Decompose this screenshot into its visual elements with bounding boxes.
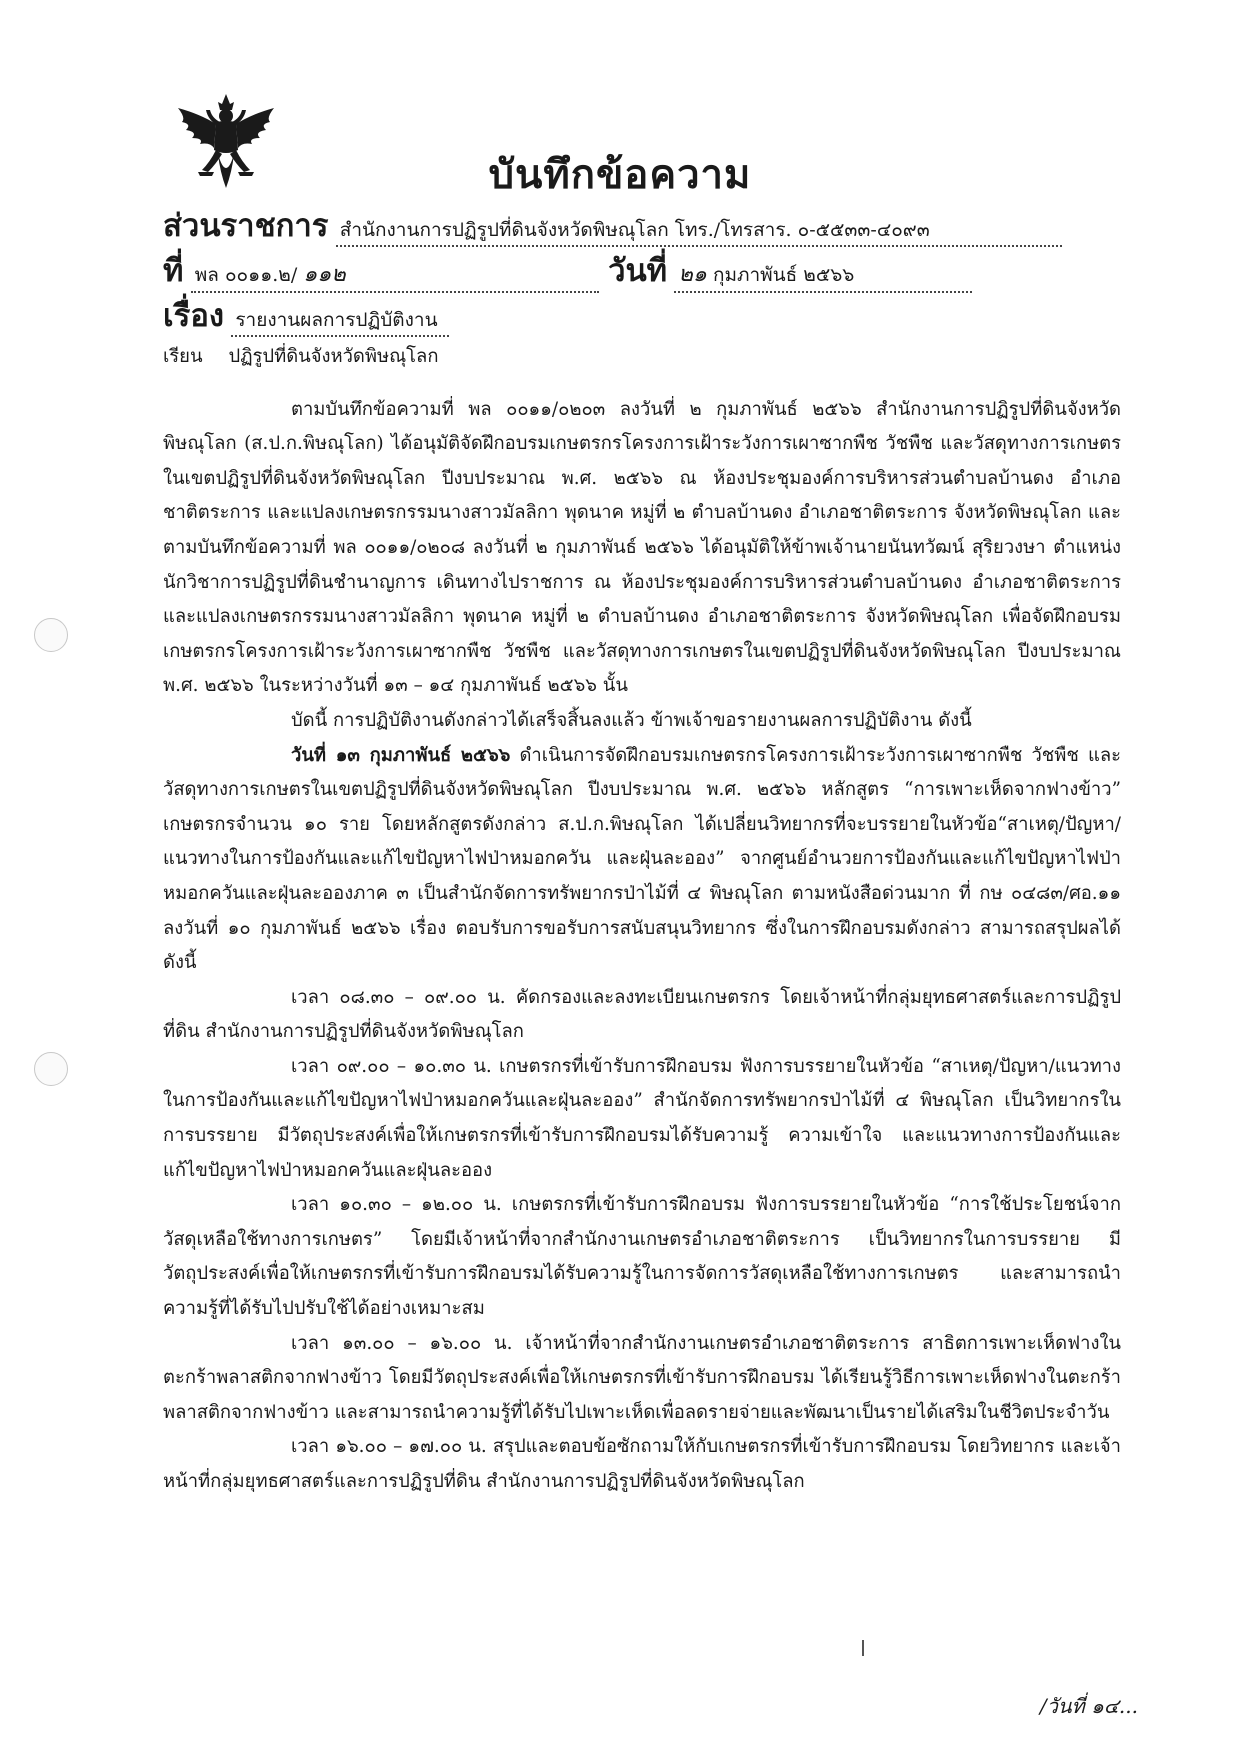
salutation-value: ปฏิรูปที่ดินจังหวัดพิษณุโลก: [228, 346, 439, 367]
subject-row: [163, 290, 449, 340]
continuation-note: /วันที่ ๑๔...: [1039, 1694, 1138, 1718]
subject-value: รายงานผลการปฏิบัติงาน: [231, 305, 449, 337]
salutation: [163, 340, 1121, 375]
date-label: วันที่: [608, 253, 668, 289]
punch-hole: [34, 618, 68, 652]
paragraph-4: เวลา ๐๘.๓๐ – ๐๙.๐๐ น. คัดกรองและลงทะเบียนเกษตรกร โดยเจ้าหน้าที่กลุ่มยุทธศาสตร์และการปฏิรูปที่ดิน สำนักงานการปฏิรูปที่ดินจังหวัดพิษณุโลก: [163, 986, 1121, 1043]
scan-mark: [862, 1640, 864, 1656]
paragraph-6: เวลา ๑๐.๓๐ – ๑๒.๐๐ น. เกษตรกรที่เข้ารับการฝึกอบรม ฟังการบรรยายในหัวข้อ “การใช้ประโยชน์จากวัสดุเหลือใช้ทางการเกษตร” โดยมีเจ้าหน้าที่จากสำนักงานเกษตรอำเภอชาติตระการ เป็นวิทยากรในการบรรยาย มีวัตถุประสงค์เพื่อให้เกษตรกรที่เข้ารับการฝึกอบรมได้รับความรู้ในการจัดการวัสดุเหลือใช้ทางการเกษตร และสามารถนำความรู้ที่ได้รับไปปรับใช้ได้อย่างเหมาะสม: [163, 1194, 1121, 1320]
department-row: [163, 200, 1062, 250]
paragraph-3-text: ดำเนินการจัดฝึกอบรมเกษตรกรโครงการเฝ้าระวังการเผาซากพืช วัชพืช และวัสดุทางการเกษตรในเขตปฏิรูปที่ดินจังหวัดพิษณุโลก ปีงบประมาณ พ.ศ. ๒๕๖๖ หลักสูตร “การเพาะเห็ดจากฟางข้าว” เกษตรกรจำนวน ๑๐ ราย โดยหลักสูตรดังกล่าว ส.ป.ก.พิษณุโลก ได้เปลี่ยนวิทยากรที่จะบรรยายในหัวข้อ“สาเหตุ/ปัญหา/แนวทางในการป้องกันและแก้ไขปัญหาไฟป่าหมอกควัน และฝุ่นละออง” จากศูนย์อำนวยการป้องกันและแก้ไขปัญหาไฟป่าหมอกควันและฝุ่นละอองภาค ๓ เป็นสำนักจัดการทรัพยากรป่าไม้ที่ ๔ พิษณุโลก ตามหนังสือด่วนมาก ที่ กษ ๐๔๘๓/ศอ.๑๑ ลงวันที่ ๑๐ กุมภาพันธ์ ๒๕๖๖ เรื่อง ตอบรับการขอรับการสนับสนุนวิทยากร ซึ่งในการฝึกอบรมดังกล่าว สามารถสรุปผลได้ ดังนี้: [163, 744, 1121, 974]
department-value: สำนักงานการปฏิรูปที่ดินจังหวัดพิษณุโลก โทร./โทรสาร. ๐-๕๕๓๓-๔๐๙๓: [336, 215, 1062, 247]
salutation-label: เรียน: [163, 346, 203, 367]
date-field: [674, 256, 972, 293]
punch-hole: [34, 1052, 68, 1086]
paragraph-1: ตามบันทึกข้อความที่ พล ๐๐๑๑/๐๒๐๓ ลงวันที่ ๒ กุมภาพันธ์ ๒๕๖๖ สำนักงานการปฏิรูปที่ดินจังหวัดพิษณุโลก (ส.ป.ก.พิษณุโลก) ได้อนุมัติจัดฝึกอบรมเกษตรกรโครงการเฝ้าระวังการเผาซากพืช วัชพืช และวัสดุทางการเกษตรในเขตปฏิรูปที่ดินจังหวัดพิษณุโลก ปีงบประมาณ พ.ศ. ๒๕๖๖ ณ ห้องประชุมองค์การบริหารส่วนตำบลบ้านดง อำเภอชาติตระการ และแปลงเกษตรกรรมนางสาวมัลลิกา พุดนาค หมู่ที่ ๒ ตำบลบ้านดง อำเภอชาติตระการ จังหวัดพิษณุโลก และตามบันทึกข้อความที่ พล ๐๐๑๑/๐๒๐๘ ลงวันที่ ๒ กุมภาพันธ์ ๒๕๖๖ ได้อนุมัติให้ข้าพเจ้านายนันทวัฒน์ สุริยวงษา ตำแหน่ง นักวิชาการปฏิรูปที่ดินชำนาญการ เดินทางไปราชการ ณ ห้องประชุมองค์การบริหารส่วนตำบลบ้านดง อำเภอชาติตระการ และแปลงเกษตรกรรมนางสาวมัลลิกา พุดนาค หมู่ที่ ๒ ตำบลบ้านดง อำเภอชาติตระการ จังหวัดพิษณุโลก เพื่อจัดฝึกอบรมเกษตรกรโครงการเฝ้าระวังการเผาซากพืช วัชพืช และวัสดุทางการเกษตรในเขตปฏิรูปที่ดินจังหวัดพิษณุโลก ปีงบประมาณ พ.ศ. ๒๕๖๖ ในระหว่างวันที่ ๑๓ – ๑๔ กุมภาพันธ์ ๒๕๖๖ นั้น: [163, 398, 1121, 697]
department-label: ส่วนราชการ: [163, 208, 329, 244]
paragraph-3: [163, 739, 1121, 981]
paragraph-7: เวลา ๑๓.๐๐ – ๑๖.๐๐ น. เจ้าหน้าที่จากสำนักงานเกษตรอำเภอชาติตระการ สาธิตการเพาะเห็ดฟางในตะกร้าพลาสติกจากฟางข้าว โดยมีวัตถุประสงค์เพื่อให้เกษตรกรที่เข้ารับการฝึกอบรม ได้เรียนรู้วิธีการเพาะเห็ดฟางในตะกร้าพลาสติกจากฟางข้าว และสามารถนำความรู้ที่ได้รับไปเพาะเห็ดเพื่อลดรายจ่ายและพัฒนาเป็นรายได้เสริมในชีวิตประจำวัน: [163, 1332, 1121, 1423]
reference-row: [163, 245, 972, 295]
subject-label: เรื่อง: [163, 298, 225, 334]
paragraph-5: เวลา ๐๙.๐๐ – ๑๐.๓๐ น. เกษตรกรที่เข้ารับการฝึกอบรม ฟังการบรรยายในหัวข้อ “สาเหตุ/ปัญหา/แนวทางในการป้องกันและแก้ไขปัญหาไฟป่าหมอกควันและฝุ่นละออง” สำนักจัดการทรัพยากรป่าไม้ที่ ๔ พิษณุโลก เป็นวิทยากรในการบรรยาย มีวัตถุประสงค์เพื่อให้เกษตรกรที่เข้ารับการฝึกอบรมได้รับความรู้ ความเข้าใจ และแนวทางการป้องกันและแก้ไขปัญหาไฟป่าหมอกควันและฝุ่นละออง: [163, 1055, 1121, 1181]
reference-value: พล ๐๐๑๑.๒/: [194, 264, 298, 286]
reference-label: ที่: [163, 253, 184, 289]
memo-body: [163, 340, 1121, 1500]
reference-field: [191, 256, 599, 293]
paragraph-2: บัดนี้ การปฏิบัติงานดังกล่าวได้เสร็จสิ้นลงแล้ว ข้าพเจ้าขอรายงานผลการปฏิบัติงาน ดังนี้: [291, 709, 972, 731]
paragraph-8: เวลา ๑๖.๐๐ – ๑๗.๐๐ น. สรุปและตอบข้อซักถามให้กับเกษตรกรที่เข้ารับการฝึกอบรม โดยวิทยากร และเจ้าหน้าที่กลุ่มยุทธศาสตร์และการปฏิรูปที่ดิน สำนักงานการปฏิรูปที่ดินจังหวัดพิษณุโลก: [163, 1436, 1121, 1492]
date-value: กุมภาพันธ์ ๒๕๖๖: [712, 264, 855, 286]
memo-title: บันทึกข้อความ: [488, 151, 752, 198]
date-handwritten: ๒๑: [678, 262, 707, 287]
reference-handwritten: ๑๑๒: [303, 262, 346, 287]
paragraph-3-date: วันที่ ๑๓ กุมภาพันธ์ ๒๕๖๖: [291, 744, 511, 766]
